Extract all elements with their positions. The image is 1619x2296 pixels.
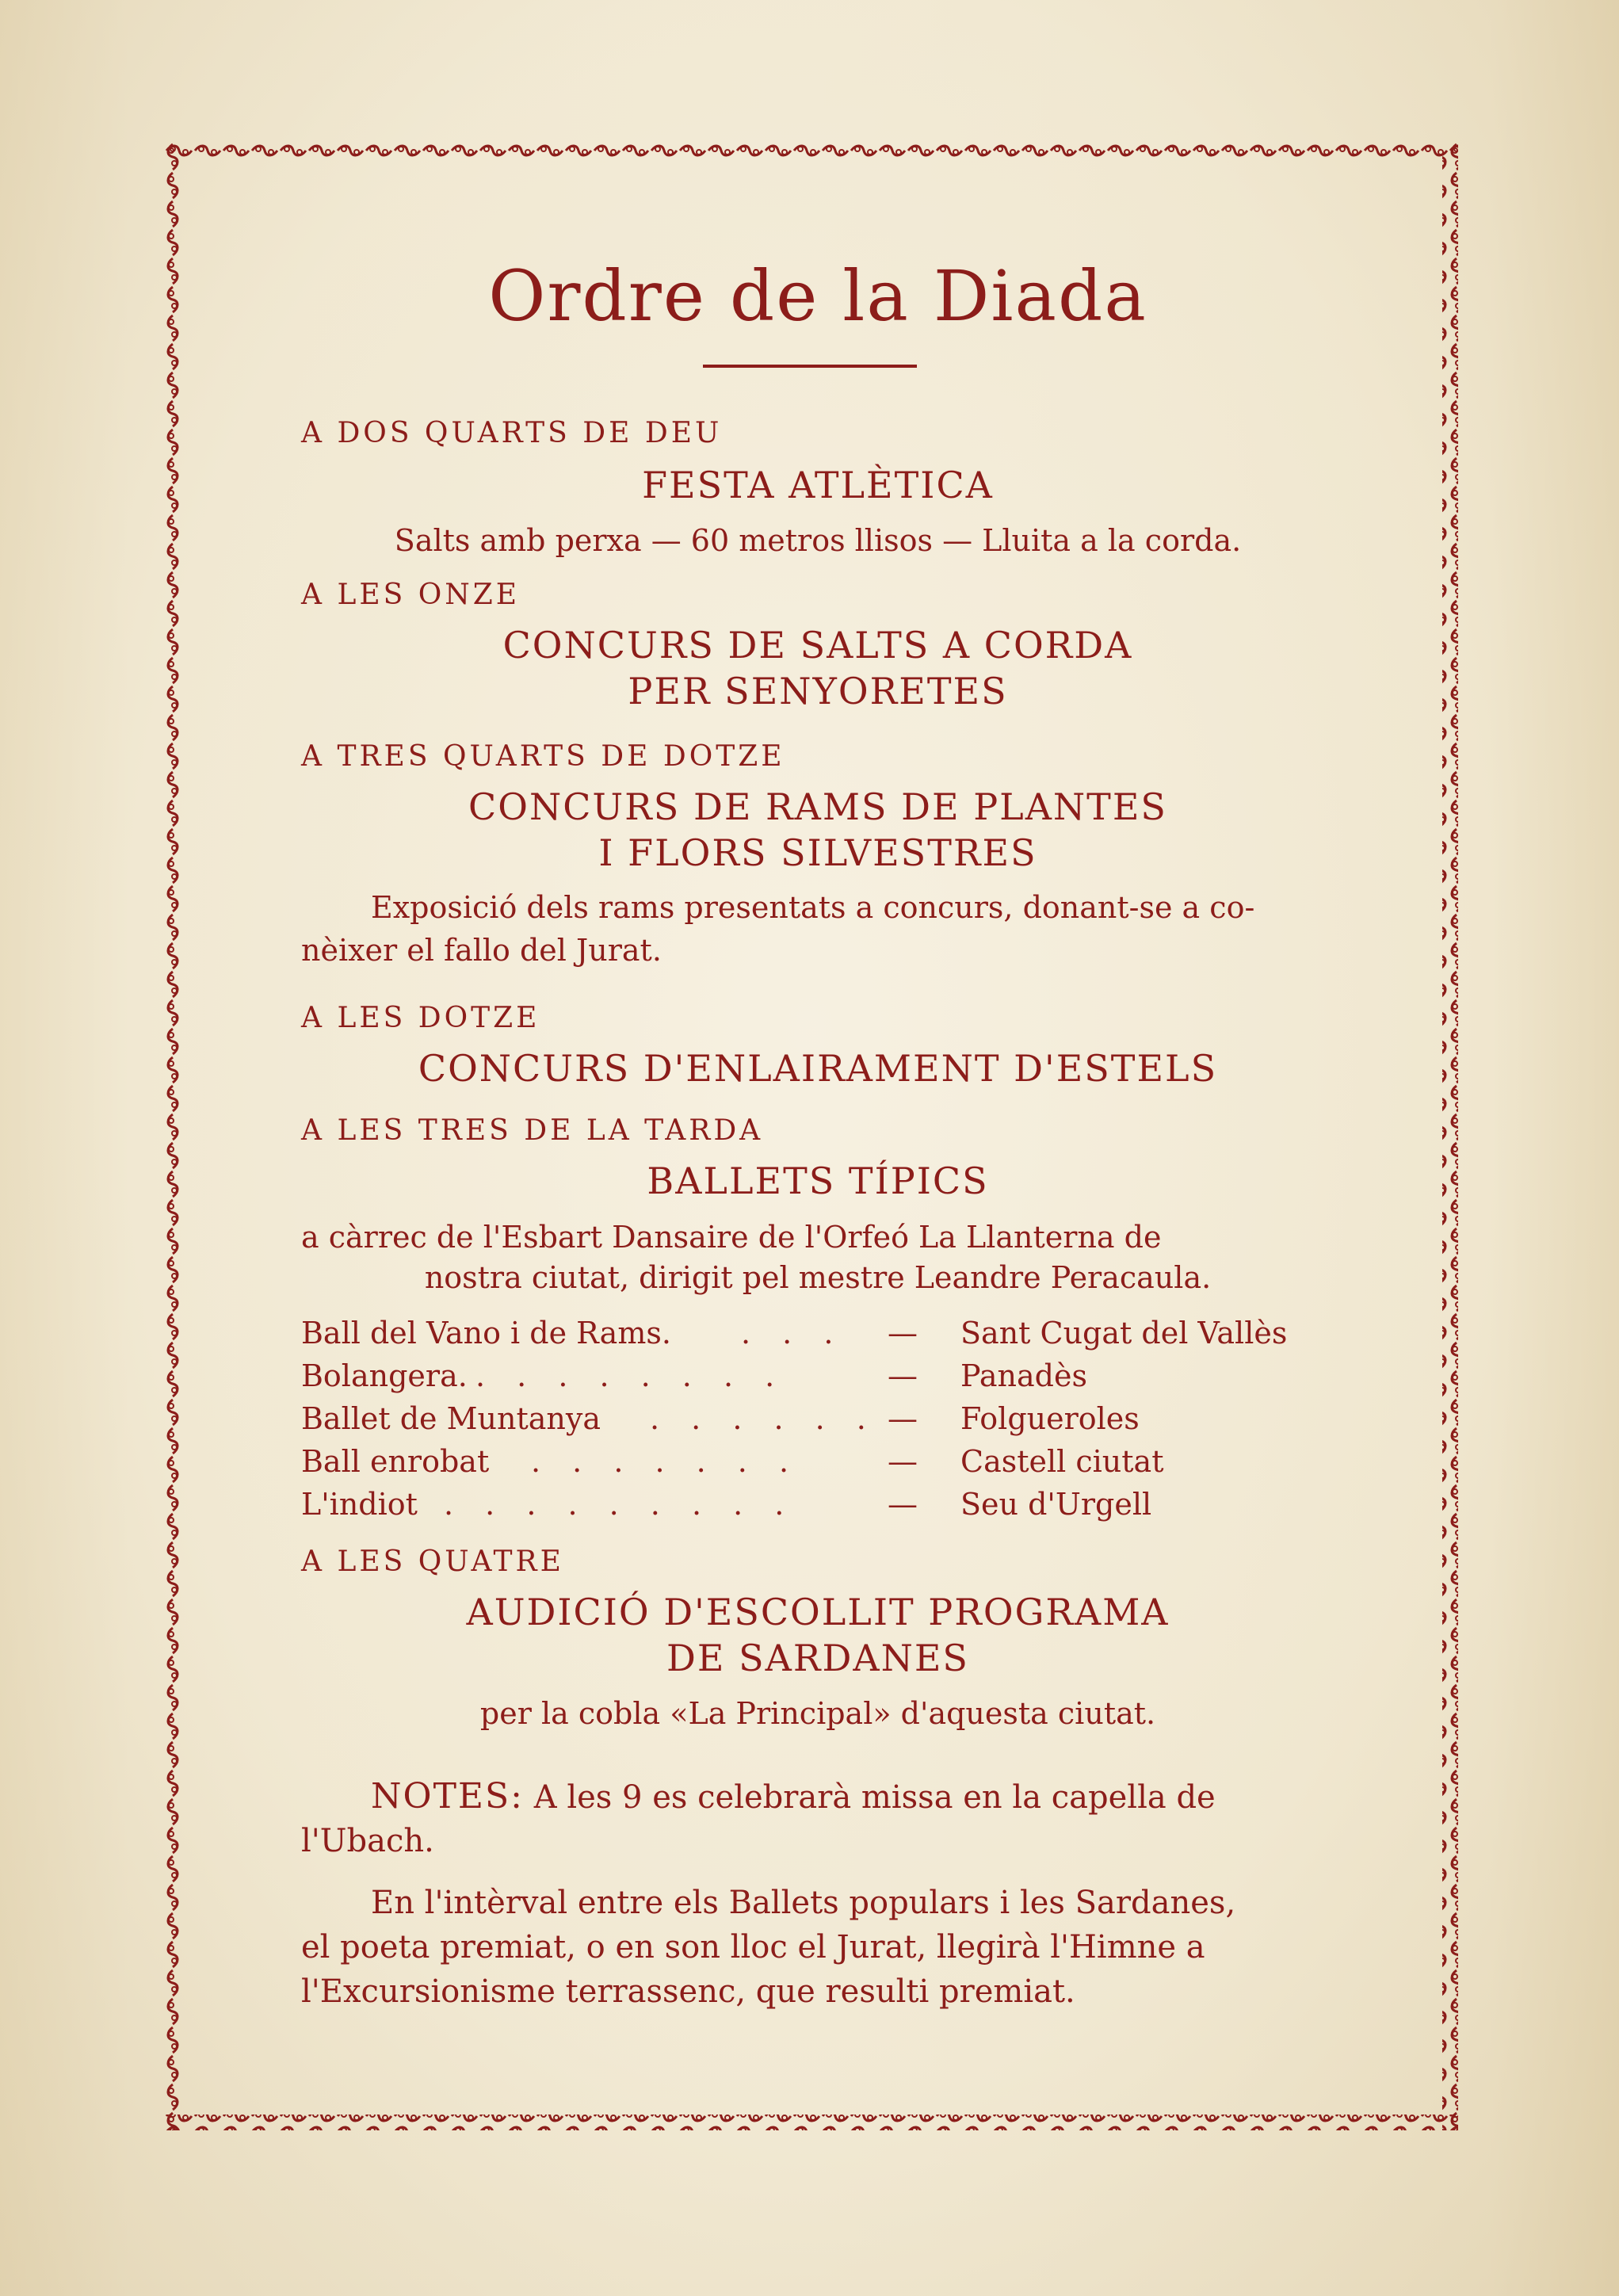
event-title: DE SARDANES [666,1637,969,1679]
dance-name: Ball del Vano i de Rams. [301,1316,671,1350]
event-title: CONCURS DE RAMS DE PLANTES [468,785,1167,828]
notes-line [371,1775,1341,1819]
leader-dots: . . . . . . [650,1401,877,1436]
dance-place: Seu d'Urgell [960,1487,1152,1522]
event-title: AUDICIÓ D'ESCOLLIT PROGRAMA [466,1591,1170,1633]
dance-row [301,1358,1347,1401]
event-title: CONCURS DE SALTS A CORDA [502,624,1133,667]
event-description: nèixer el fallo del Jurat. [301,933,662,968]
dash: — [888,1316,918,1350]
leader-dots: . . . [741,1316,845,1350]
dance-row [301,1444,1347,1487]
dance-name: L'indiot [301,1487,418,1522]
event-title: FESTA ATLÈTICA [642,464,994,506]
event-description: per la cobla «La Principal» d'aquesta ciutat. [479,1696,1156,1731]
title-underline [703,365,917,368]
time-label: A LES ONZE [301,579,521,611]
event-title: CONCURS D'ENLAIRAMENT D'ESTELS [418,1047,1218,1090]
event-title: PER SENYORETES [628,670,1008,712]
dance-row [301,1401,1347,1444]
dance-name: Ball enrobat [301,1444,490,1479]
notes-text: A les 9 es celebrarà missa en la capella de [533,1779,1216,1816]
leader-dots: . . . . . . . . [475,1358,786,1393]
leader-dots: . . . . . . . [531,1444,800,1479]
event-description: Salts amb perxa — 60 metros llisos — Lluita a la corda. [394,523,1242,558]
leader-dots: . . . . . . . . . [444,1487,796,1522]
time-label: A DOS QUARTS DE DEU [301,417,723,449]
time-label: A LES QUATRE [301,1545,564,1578]
notes-line: el poeta premiat, o en son lloc el Jurat, llegirà l'Himne a [301,1929,1205,1966]
dance-place: Panadès [960,1358,1087,1393]
dance-place: Folgueroles [960,1401,1140,1436]
time-label: A TRES QUARTS DE DOTZE [301,740,785,773]
notes-line: l'Ubach. [301,1823,434,1859]
dance-row [301,1487,1347,1530]
dance-row [301,1316,1347,1358]
dash: — [888,1358,918,1393]
event-description: a càrrec de l'Esbart Dansaire de l'Orfeó La Llanterna de [301,1220,1162,1255]
event-description: Exposició dels rams presentats a concurs, donant-se a co- [371,890,1255,925]
event-title: BALLETS TÍPICS [647,1159,989,1202]
dance-place: Sant Cugat del Vallès [960,1316,1288,1350]
notes-line: l'Excursionisme terrassenc, que resulti premiat. [301,1973,1075,2010]
dash: — [888,1487,918,1522]
dance-name: Ballet de Muntanya [301,1401,601,1436]
dash: — [888,1444,918,1479]
time-label: A LES DOTZE [301,1002,540,1034]
time-label: A LES TRES DE LA TARDA [301,1114,764,1147]
event-description: nostra ciutat, dirigit pel mestre Leandre Peracaula. [424,1260,1212,1295]
event-title: I FLORS SILVESTRES [598,831,1037,874]
dance-place: Castell ciutat [960,1444,1164,1479]
page-title: Ordre de la Diada [488,255,1147,337]
dash: — [888,1401,918,1436]
dance-name: Bolangera. [301,1358,468,1393]
notes-label: NOTES: [371,1776,525,1817]
notes-line: En l'intèrval entre els Ballets populars i les Sardanes, [371,1885,1236,1921]
